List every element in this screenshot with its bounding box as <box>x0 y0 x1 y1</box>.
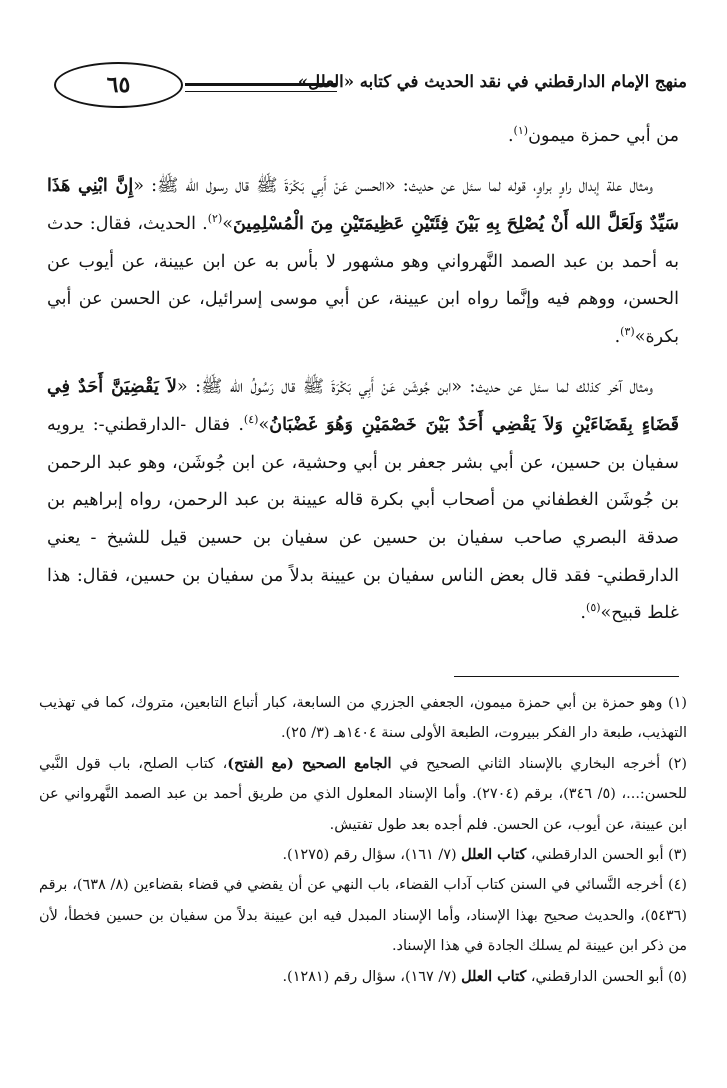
running-header <box>40 58 687 118</box>
footnote-separator <box>454 676 679 677</box>
main-text <box>47 118 679 633</box>
paragraph: ومثال علة إبدال راوٍ براوٍ، قوله لما سئل عن حديث: «الحسن عَنْ أَبِي بَكْرَةَ ﷺ قال رسول الله ﷺ: «إِنَّ ابْنِي هَذَا سَيِّدٌ وَلَعَلَّ الله أَنْ يُصْلِحَ بِهِ بَيْنَ فِئَتَيْنِ عَظِيمَتَيْنِ مِنَ الْمُسْلِمِينَ»$^{(٢)}$. الحديث، فقال: حدث به أحمد بن عبد الصمد النَّهرواني وهو مشهور لا بأس به عن ابن عيينة، عن أيوب عن الحسن، ووهم فيه وإنَّما رواه ابن عيينة، عن أبي موسى إسرائيل، عن الحسن عن أبي بكرة»$^{(٣)}$. <box>47 174 679 347</box>
footnotes <box>39 688 687 992</box>
footnote-ref: (٣) <box>620 325 635 339</box>
header-title: منهج الإمام الدارقطني في نقد الحديث في كتابه «العلل» <box>297 72 687 91</box>
footnote: (٢) أخرجه البخاري بالإسناد الثاني الصحيح في الجامع الصحيح (مع الفتح)، كتاب الصلح، باب قول النَّبي للحسن:...، (٥/ ٣٤٦)، برقم (٢٧٠٤). وأما الإسناد المعلول الذي من طريق أحمد بن عبد الصمد النَّهرواني عن ابن عيينة، عن أيوب، عن الحسن. فلم أجده بعد طول تفتيش. <box>39 754 687 833</box>
paragraph: ومثال آخر كذلك لما سئل عن حديث: «ابن جُوشَن عَنْ أَبِي بَكْرَةَ ﷺ قال رَسُولُ الله ﷺ: «لاَ يَقْضِيَنَّ أَحَدٌ فِي قَضَاءٍ بِقَضَاءَيْنِ وَلاَ يَقْضِي أَحَدٌ بَيْنَ خَصْمَيْنِ وَهُوَ غَضْبَانُ»$^{(٤)}$. فقال -الدارقطني-: يرويه سفيان بن حسين، عن أبي بشر جعفر بن أبي وحشية، عن ابن جُوشَن، وهو عبد الرحمن بن جُوشَن الغطفاني من أصحاب أبي بكرة قاله عيينة بن عبد الرحمن، رواه إبراهيم بن صدقة البصري صاحب سفيان بن حسين عن سفيان بن حسين قيل للشيخ - يعني الدارقطني- فقد قال بعض الناس سفيان بن عيينة بدلاً من سفيان بن حسين، فقال: هذا غلط قبيح»$^{(٥)}$. <box>47 375 679 624</box>
footnote-ref: (٢) <box>207 212 223 226</box>
page-number: ٦٥ <box>54 62 183 108</box>
hadith-text: إِنَّ ابْنِي هَذَا سَيِّدٌ وَلَعَلَّ الله أَنْ يُصْلِحَ بِهِ بَيْنَ فِئَتَيْنِ عَظِيمَتَيْنِ مِنَ الْمُسْلِمِينَ <box>47 174 679 235</box>
footnote: (٥) أبو الحسن الدارقطني، كتاب العلل (٧/ ١٦٧)، سؤال رقم (١٢٨١). <box>282 967 687 985</box>
footnote: (٤) أخرجه النَّسائي في السنن كتاب آداب القضاء، باب النهي عن أن يقضي في قضاء بقضاءين (٨/ ٦٣٨)، برقم (٥٤٣٦)، والحديث صحيح بهذا الإسناد، وأما الإسناد المبدل فيه ابن عيينة بدلاً من سفيان بن حسين فخطأ، لأن من ذكر ابن عيينة لم يسلك الجادة في هذا الإسناد. <box>39 877 687 955</box>
header-rule <box>185 83 337 92</box>
footnote-ref: (٥) <box>586 601 601 615</box>
footnote-ref: (١) <box>513 124 529 138</box>
hadith-text: لاَ يَقْضِيَنَّ أَحَدٌ فِي قَضَاءٍ بِقَضَاءَيْنِ وَلاَ يَقْضِي أَحَدٌ بَيْنَ خَصْمَيْنِ وَهُوَ غَضْبَانُ <box>47 375 679 436</box>
footnote: (١) وهو حمزة بن أبي حمزة ميمون، الجعفي الجزري من السابعة، كبار أتباع التابعين، متروك، كما في تهذيب التهذيب، طبعة دار الفكر ببيروت، الطبعة الأولى سنة ١٤٠٤هـ (٣/ ٢٥). <box>39 695 687 742</box>
footnote-ref: (٤) <box>243 413 259 427</box>
footnote: (٣) أبو الحسن الدارقطني، كتاب العلل (٧/ ١٦١)، سؤال رقم (١٢٧٥). <box>282 846 687 864</box>
paragraph: من أبي حمزة ميمون$^{(١)}$. <box>507 124 679 146</box>
